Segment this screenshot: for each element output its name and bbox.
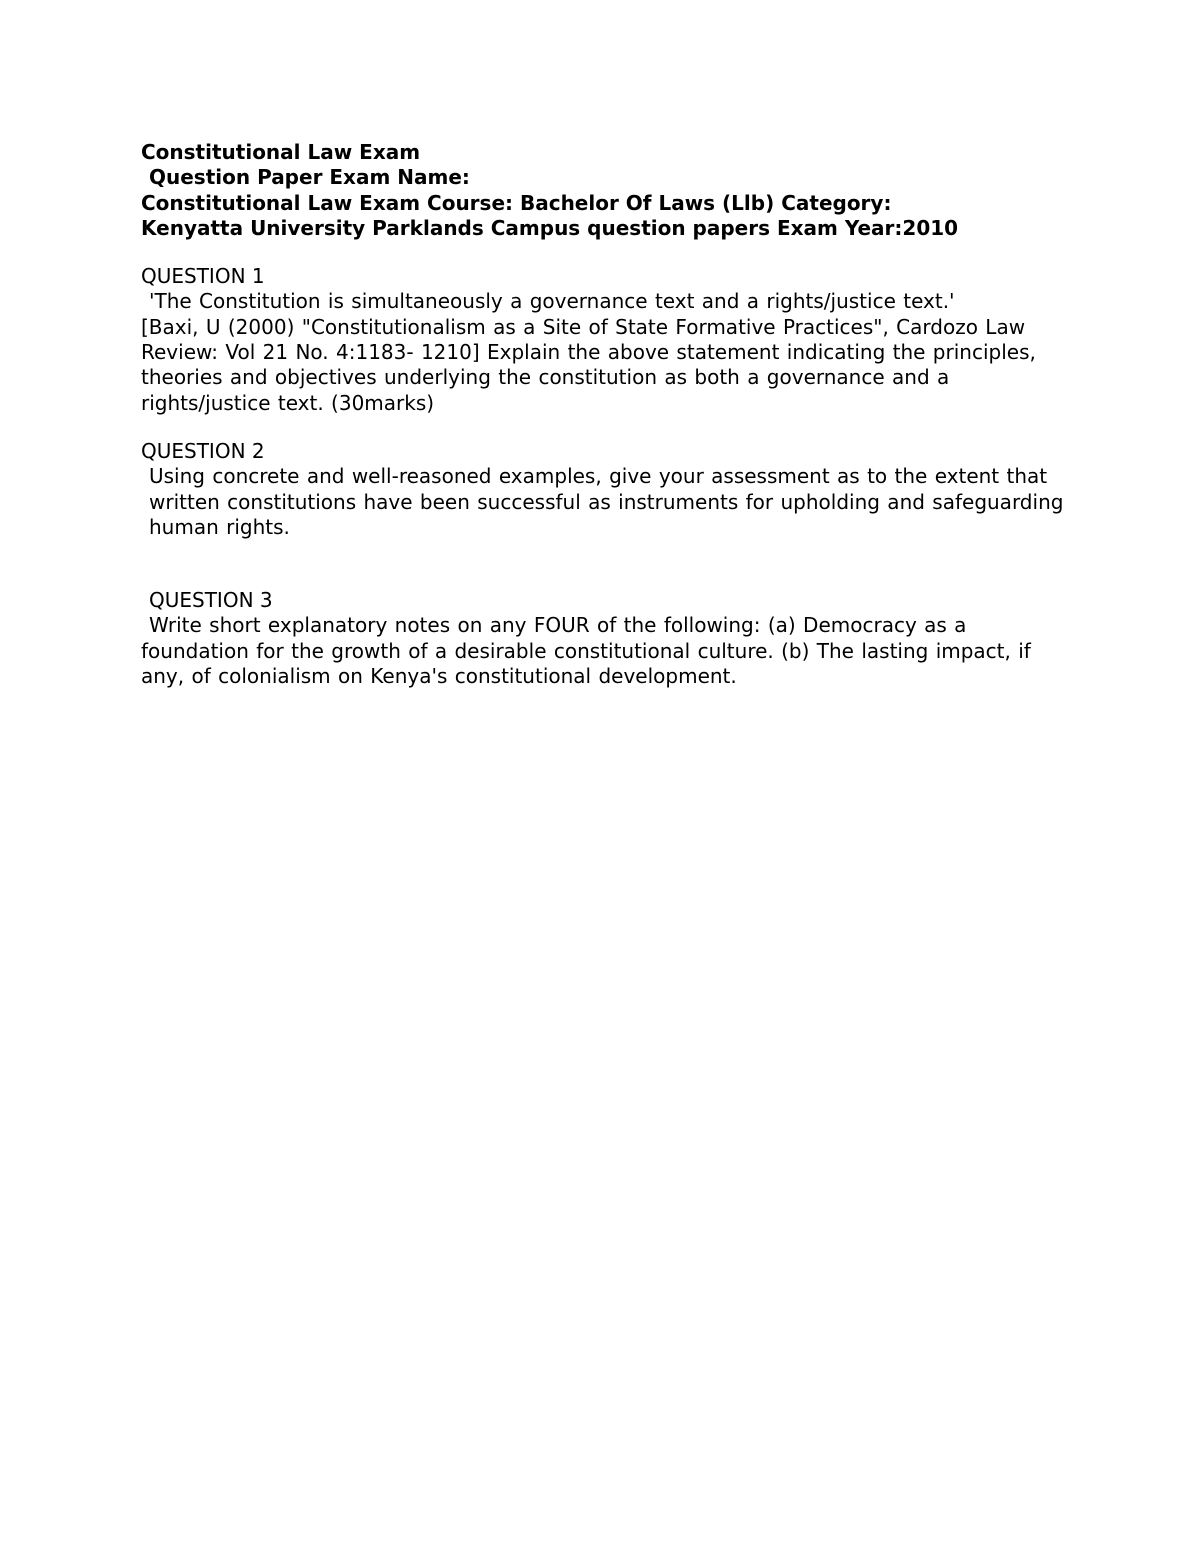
question-1-body: [Baxi, U (2000) "Constitutionalism as a Site of State Formative Practices", Cardozo Law Review: Vol 21 No. 4:1183- 1210] Explain the above statement indicating the principles, theories and objectives underlying the constitution as both a governance and a rights/justice text. (30marks) [141, 314, 1036, 415]
exam-header [141, 140, 1071, 241]
question-1-heading: QUESTION 1 [141, 264, 265, 289]
document-content [141, 140, 1071, 689]
exam-subtitle: Question Paper Exam Name: [149, 165, 470, 190]
exam-university-line: Kenyatta University Parklands Campus question papers Exam Year:2010 [141, 215, 959, 240]
question-3 [141, 588, 1071, 689]
question-2-body: Using concrete and well-reasoned examples, give your assessment as to the extent that written constitutions have been successful as instruments for upholding and safeguarding human rights. [149, 464, 1064, 539]
question-2 [141, 439, 1071, 540]
question-3-body-text: Write short explanatory notes on any FOUR of the following: (a) Democracy as a foundation for the growth of a desirable constitutional culture. (b) The lasting impact, if any, of colonialism on Kenya's constitutional development. [141, 613, 1031, 689]
question-1-quote: 'The Constitution is simultaneously a governance text and a rights/justice text.' [149, 289, 955, 314]
question-3-heading: QUESTION 3 [149, 588, 273, 613]
section-spacer [141, 540, 1071, 588]
question-2-heading: QUESTION 2 [141, 438, 265, 463]
exam-course-line: Constitutional Law Exam Course: Bachelor Of Laws (Llb) Category: [141, 190, 892, 215]
question-3-body [141, 613, 1071, 689]
question-1 [141, 264, 1071, 416]
exam-title: Constitutional Law Exam [141, 140, 421, 164]
